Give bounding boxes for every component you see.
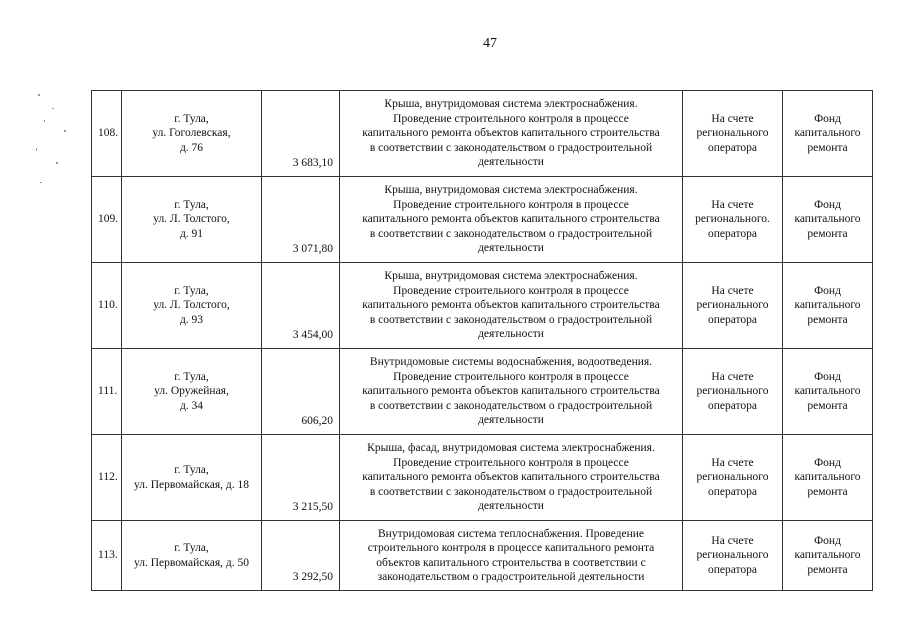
address-line: ул. Гоголевская, (152, 127, 231, 140)
fund-line: капитального (794, 127, 861, 140)
address-line: г. Тула, (174, 370, 209, 383)
address-line: д. 91 (179, 227, 204, 240)
address-line: ул. Первомайская, д. 18 (134, 478, 249, 491)
description-line: капитального ремонта объектов капитального строительства (362, 213, 660, 226)
scan-specks (30, 90, 90, 200)
account-line: регионального (696, 299, 769, 312)
account-line: регионального (696, 127, 769, 140)
fund-line: Фонд (814, 198, 841, 211)
description-line: законодательством о градостроительной деятельности (377, 571, 645, 583)
description-line: деятельности (478, 414, 544, 427)
description-line: деятельности (478, 242, 544, 255)
address-cell (122, 263, 262, 349)
sum-cell: 3 215,50 (262, 435, 340, 521)
description-line: Проведение строительного контроля в процессе (393, 198, 629, 211)
account-line: оператора (707, 313, 758, 326)
description-line: Внутридомовая система теплоснабжения. Проведение (378, 527, 644, 540)
fund-cell (783, 91, 873, 177)
address-cell (122, 521, 262, 591)
description-line: капитального ремонта объектов капитального строительства (362, 127, 660, 140)
sum-cell: 3 454,00 (262, 263, 340, 349)
row-number: 109. (92, 177, 122, 263)
address-cell (122, 349, 262, 435)
address-line: д. 34 (179, 399, 204, 412)
address-line: д. 93 (179, 313, 204, 326)
row-number: 108. (92, 91, 122, 177)
fund-line: капитального (794, 471, 861, 484)
address-line: г. Тула, (174, 198, 209, 211)
sum-cell: 606,20 (262, 349, 340, 435)
account-line: На счете (711, 456, 754, 469)
description-cell (340, 521, 683, 591)
fund-cell (783, 521, 873, 591)
fund-line: капитального (794, 385, 861, 398)
description-line: Крыша, внутридомовая система электроснабжения. (384, 184, 638, 197)
account-cell (683, 177, 783, 263)
row-number: 113. (92, 521, 122, 591)
address-line: ул. Оружейная, (154, 385, 229, 398)
description-line: Внутридомовые системы водоснабжения, водоотведения. (369, 356, 653, 369)
account-line: На счете (711, 112, 754, 125)
description-cell (340, 91, 683, 177)
address-line: д. 76 (179, 141, 204, 154)
table-row (92, 177, 873, 263)
fund-line: ремонта (807, 485, 848, 498)
table-row (92, 91, 873, 177)
account-cell (683, 435, 783, 521)
address-line: г. Тула, (174, 464, 209, 476)
table-row (92, 521, 873, 591)
row-number: 112. (92, 435, 122, 521)
account-cell (683, 521, 783, 591)
account-line: регионального. (695, 213, 770, 226)
table-row (92, 435, 873, 521)
address-line: ул. Первомайская, д. 50 (134, 556, 249, 569)
address-line: г. Тула, (174, 284, 209, 297)
account-line: регионального (696, 549, 769, 562)
table-row (92, 263, 873, 349)
fund-line: капитального (794, 549, 861, 562)
fund-line: Фонд (814, 456, 841, 469)
fund-cell (783, 263, 873, 349)
description-line: Проведение строительного контроля в процессе (393, 112, 629, 125)
fund-line: Фонд (814, 112, 841, 125)
account-line: На счете (711, 370, 754, 383)
address-line: ул. Л. Толстого, (153, 299, 230, 312)
fund-line: капитального (794, 213, 861, 226)
description-line: в соответствии с законодательством о градостроительной (369, 485, 653, 498)
account-line: На счете (711, 198, 754, 211)
description-line: Проведение строительного контроля в процессе (393, 370, 629, 383)
account-cell (683, 349, 783, 435)
row-number: 110. (92, 263, 122, 349)
account-cell (683, 91, 783, 177)
account-line: регионального (696, 385, 769, 398)
table-row (92, 349, 873, 435)
fund-line: ремонта (807, 399, 848, 412)
works-table (91, 90, 873, 591)
fund-line: капитального (794, 299, 861, 312)
fund-cell (783, 177, 873, 263)
address-cell (122, 177, 262, 263)
address-cell (122, 91, 262, 177)
description-line: в соответствии с законодательством о градостроительной (369, 399, 653, 412)
account-line: На счете (711, 534, 754, 547)
description-line: Проведение строительного контроля в процессе (393, 284, 629, 297)
fund-line: ремонта (807, 227, 848, 240)
description-line: Крыша, внутридомовая система электроснабжения. (384, 98, 638, 111)
description-cell (340, 349, 683, 435)
description-line: объектов капитального строительства в соответствии с (376, 556, 646, 569)
account-line: оператора (707, 141, 758, 154)
description-line: Крыша, внутридомовая система электроснабжения. (384, 270, 638, 283)
fund-line: ремонта (807, 563, 848, 576)
fund-line: Фонд (814, 370, 841, 383)
address-line: ул. Л. Толстого, (153, 213, 230, 226)
account-line: оператора (707, 227, 758, 240)
row-number: 111. (92, 349, 122, 435)
description-line: капитального ремонта объектов капитального строительства (362, 471, 660, 484)
description-line: деятельности (478, 156, 544, 169)
address-line: г. Тула, (174, 542, 209, 554)
sum-cell: 3 683,10 (262, 91, 340, 177)
description-line: капитального ремонта объектов капитального строительства (362, 299, 660, 312)
description-line: Проведение строительного контроля в процессе (393, 456, 629, 469)
description-line: в соответствии с законодательством о градостроительной (369, 227, 653, 240)
fund-line: ремонта (807, 313, 848, 326)
address-line: г. Тула, (174, 112, 209, 125)
description-line: капитального ремонта объектов капитального строительства (362, 385, 660, 398)
description-line: деятельности (478, 500, 544, 513)
description-cell (340, 177, 683, 263)
account-line: оператора (707, 563, 758, 576)
account-line: оператора (707, 399, 758, 412)
page-number: 47 (483, 36, 497, 51)
account-line: оператора (707, 485, 758, 498)
description-line: строительного контроля в процессе капитального ремонта (367, 542, 655, 554)
account-line: На счете (711, 284, 754, 297)
fund-cell (783, 349, 873, 435)
address-cell (122, 435, 262, 521)
description-line: деятельности (478, 328, 544, 341)
description-line: в соответствии с законодательством о градостроительной (369, 141, 653, 154)
fund-line: Фонд (814, 284, 841, 297)
account-line: регионального (696, 471, 769, 484)
description-line: Крыша, фасад, внутридомовая система электроснабжения. (367, 442, 655, 455)
fund-line: Фонд (814, 534, 841, 547)
fund-cell (783, 435, 873, 521)
description-line: в соответствии с законодательством о градостроительной (369, 313, 653, 326)
description-cell (340, 435, 683, 521)
fund-line: ремонта (807, 141, 848, 154)
sum-cell: 3 292,50 (262, 521, 340, 591)
sum-cell: 3 071,80 (262, 177, 340, 263)
account-cell (683, 263, 783, 349)
description-cell (340, 263, 683, 349)
